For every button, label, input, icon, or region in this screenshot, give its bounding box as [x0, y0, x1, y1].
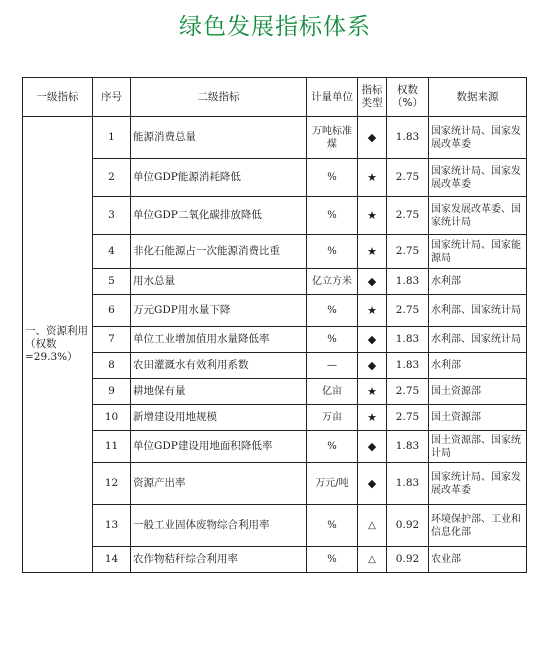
indicator-name: 农田灌溉水有效利用系数 [131, 353, 307, 379]
row-index: 5 [93, 269, 131, 295]
type-symbol [358, 405, 387, 431]
source-cell: 国家统计局、国家发展改革委 [429, 159, 527, 197]
header-type: 指标类型 [358, 78, 387, 117]
table-header-row [23, 78, 527, 117]
weight-cell: 2.75 [387, 295, 429, 327]
table-row [23, 431, 527, 463]
source-cell: 水利部、国家统计局 [429, 327, 527, 353]
unit-cell: 万吨标准煤 [307, 117, 358, 159]
row-index: 11 [93, 431, 131, 463]
weight-cell: 0.92 [387, 547, 429, 573]
source-cell: 农业部 [429, 547, 527, 573]
source-cell: 水利部 [429, 269, 527, 295]
indicator-name: 资源产出率 [131, 463, 307, 505]
page-title: 绿色发展指标体系 [179, 14, 371, 40]
header-source: 数据来源 [429, 78, 527, 117]
diamond-icon: ◆ [367, 274, 377, 288]
row-index: 6 [93, 295, 131, 327]
source-cell: 国家统计局、国家能源局 [429, 235, 527, 269]
source-cell: 国土资源部 [429, 405, 527, 431]
type-symbol [358, 327, 387, 353]
diamond-icon: ◆ [367, 332, 377, 346]
source-cell: 国家统计局、国家发展改革委 [429, 117, 527, 159]
unit-cell: — [307, 353, 358, 379]
diamond-icon: ◆ [367, 476, 377, 490]
table-row [23, 295, 527, 327]
type-symbol [358, 505, 387, 547]
row-index: 2 [93, 159, 131, 197]
table-row [23, 463, 527, 505]
source-cell: 环境保护部、工业和信息化部 [429, 505, 527, 547]
header-level2: 二级指标 [131, 78, 307, 117]
row-index: 12 [93, 463, 131, 505]
unit-cell: 亿立方米 [307, 269, 358, 295]
star-icon: ★ [367, 303, 377, 317]
table-row [23, 405, 527, 431]
table-row [23, 269, 527, 295]
unit-cell: % [307, 547, 358, 573]
type-symbol [358, 269, 387, 295]
table-row [23, 117, 527, 159]
header-level1: 一级指标 [23, 78, 93, 117]
header-weight: 权数（%） [387, 78, 429, 117]
type-symbol [358, 463, 387, 505]
unit-cell: 亿亩 [307, 379, 358, 405]
type-symbol [358, 547, 387, 573]
indicator-name: 单位GDP建设用地面积降低率 [131, 431, 307, 463]
indicator-name: 万元GDP用水量下降 [131, 295, 307, 327]
star-icon: ★ [367, 384, 377, 398]
weight-cell: 2.75 [387, 235, 429, 269]
table-row [23, 353, 527, 379]
unit-cell: % [307, 505, 358, 547]
type-symbol [358, 235, 387, 269]
indicator-table [22, 77, 527, 573]
row-index: 13 [93, 505, 131, 547]
type-symbol [358, 197, 387, 235]
star-icon: ★ [367, 244, 377, 258]
type-symbol [358, 353, 387, 379]
weight-cell: 0.92 [387, 505, 429, 547]
weight-cell: 1.83 [387, 117, 429, 159]
weight-cell: 2.75 [387, 159, 429, 197]
indicator-name: 单位GDP能源消耗降低 [131, 159, 307, 197]
type-symbol [358, 295, 387, 327]
indicator-name: 单位GDP二氧化碳排放降低 [131, 197, 307, 235]
unit-cell: % [307, 235, 358, 269]
unit-cell: % [307, 197, 358, 235]
source-cell: 水利部、国家统计局 [429, 295, 527, 327]
row-index: 7 [93, 327, 131, 353]
indicator-name: 新增建设用地规模 [131, 405, 307, 431]
type-symbol [358, 117, 387, 159]
weight-cell: 2.75 [387, 405, 429, 431]
unit-cell: % [307, 295, 358, 327]
table-row [23, 327, 527, 353]
table-row [23, 235, 527, 269]
table-row [23, 547, 527, 573]
indicator-name: 能源消费总量 [131, 117, 307, 159]
indicator-name: 单位工业增加值用水量降低率 [131, 327, 307, 353]
unit-cell: % [307, 327, 358, 353]
unit-cell: % [307, 431, 358, 463]
table-row [23, 379, 527, 405]
indicator-name: 用水总量 [131, 269, 307, 295]
type-symbol [358, 431, 387, 463]
weight-cell: 1.83 [387, 269, 429, 295]
weight-cell: 2.75 [387, 197, 429, 235]
star-icon: ★ [367, 170, 377, 184]
source-cell: 国土资源部 [429, 379, 527, 405]
header-unit: 计量单位 [307, 78, 358, 117]
indicator-name: 一般工业固体废物综合利用率 [131, 505, 307, 547]
indicator-name: 非化石能源占一次能源消费比重 [131, 235, 307, 269]
weight-cell: 1.83 [387, 353, 429, 379]
type-symbol [358, 159, 387, 197]
indicator-name: 耕地保有量 [131, 379, 307, 405]
header-index: 序号 [93, 78, 131, 117]
diamond-icon: ◆ [367, 439, 377, 453]
row-index: 9 [93, 379, 131, 405]
weight-cell: 2.75 [387, 379, 429, 405]
row-index: 8 [93, 353, 131, 379]
indicator-name: 农作物秸秆综合利用率 [131, 547, 307, 573]
category-cell: 一、资源利用（权数=29.3%） [23, 117, 93, 573]
weight-cell: 1.83 [387, 431, 429, 463]
star-icon: ★ [367, 208, 377, 222]
unit-cell: 万元/吨 [307, 463, 358, 505]
diamond-icon: ◆ [367, 358, 377, 372]
weight-cell: 1.83 [387, 327, 429, 353]
table-row [23, 197, 527, 235]
weight-cell: 1.83 [387, 463, 429, 505]
source-cell: 水利部 [429, 353, 527, 379]
source-cell: 国土资源部、国家统计局 [429, 431, 527, 463]
source-cell: 国家统计局、国家发展改革委 [429, 463, 527, 505]
table-row [23, 505, 527, 547]
triangle-icon: △ [368, 520, 376, 531]
row-index: 3 [93, 197, 131, 235]
table-row [23, 159, 527, 197]
star-icon: ★ [367, 410, 377, 424]
diamond-icon: ◆ [367, 130, 377, 144]
source-cell: 国家发展改革委、国家统计局 [429, 197, 527, 235]
row-index: 1 [93, 117, 131, 159]
row-index: 14 [93, 547, 131, 573]
row-index: 10 [93, 405, 131, 431]
type-symbol [358, 379, 387, 405]
triangle-icon: △ [368, 554, 376, 565]
unit-cell: 万亩 [307, 405, 358, 431]
unit-cell: % [307, 159, 358, 197]
row-index: 4 [93, 235, 131, 269]
